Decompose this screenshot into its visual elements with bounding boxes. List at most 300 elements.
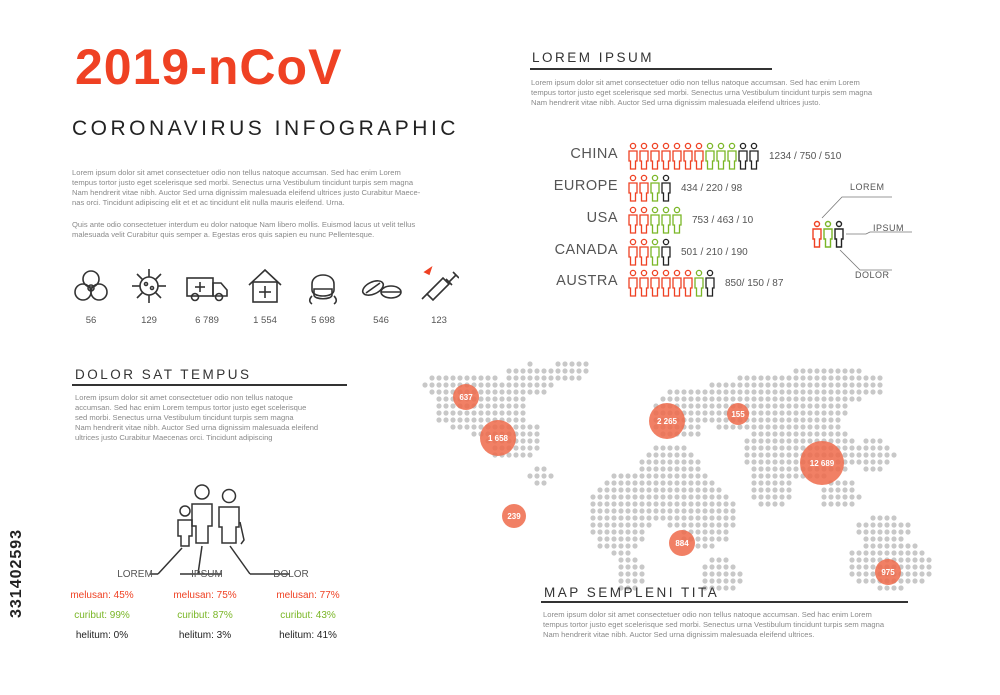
- map-dot: [660, 494, 665, 499]
- map-dot: [506, 403, 511, 408]
- map-dot: [674, 494, 679, 499]
- map-dot: [618, 501, 623, 506]
- map-dot: [737, 578, 742, 583]
- map-dot: [527, 452, 532, 457]
- map-dot: [751, 466, 756, 471]
- map-dot: [863, 445, 868, 450]
- map-dot: [730, 585, 735, 590]
- map-dot: [849, 445, 854, 450]
- map-dot: [464, 410, 469, 415]
- map-dot: [884, 522, 889, 527]
- map-dot: [828, 382, 833, 387]
- map-dot: [842, 375, 847, 380]
- map-dot: [751, 452, 756, 457]
- map-dot: [765, 389, 770, 394]
- map-dot: [891, 585, 896, 590]
- map-dot: [709, 501, 714, 506]
- map-dot: [835, 501, 840, 506]
- map-dot: [492, 396, 497, 401]
- map-dot: [800, 431, 805, 436]
- map-dot: [751, 445, 756, 450]
- map-dot: [772, 375, 777, 380]
- map-dot: [555, 361, 560, 366]
- map-dot: [513, 410, 518, 415]
- map-dot: [786, 473, 791, 478]
- map-dot: [835, 382, 840, 387]
- map-dot: [835, 375, 840, 380]
- map-dot: [814, 382, 819, 387]
- map-dot: [548, 368, 553, 373]
- map-dot: [758, 445, 763, 450]
- map-dot: [863, 452, 868, 457]
- icon-stat: 546: [356, 266, 406, 326]
- map-dot: [625, 494, 630, 499]
- person-icon: [651, 239, 659, 265]
- map-dot: [870, 578, 875, 583]
- map-dot: [723, 417, 728, 422]
- map-dot: [660, 515, 665, 520]
- map-dot: [730, 382, 735, 387]
- person-icon: [695, 143, 703, 169]
- map-dot: [751, 375, 756, 380]
- map-dot: [667, 466, 672, 471]
- map-dot: [912, 557, 917, 562]
- map-dot: [772, 459, 777, 464]
- map-dot: [716, 522, 721, 527]
- map-dot: [674, 501, 679, 506]
- map-dot: [695, 424, 700, 429]
- legend-label-ipsum: IPSUM: [873, 223, 905, 233]
- map-dot: [849, 557, 854, 562]
- map-dot: [625, 473, 630, 478]
- map-dot: [695, 536, 700, 541]
- person-icon: [662, 239, 670, 265]
- map-dot: [688, 389, 693, 394]
- map-dot: [450, 410, 455, 415]
- map-dot: [695, 487, 700, 492]
- country-label: EUROPE: [553, 178, 618, 194]
- map-dot: [793, 389, 798, 394]
- map-dot: [653, 515, 658, 520]
- map-dot: [688, 424, 693, 429]
- map-dot: [653, 480, 658, 485]
- map-dot: [751, 459, 756, 464]
- map-dot: [779, 459, 784, 464]
- map-dot: [597, 529, 602, 534]
- stat-value: melusan: 77%: [276, 590, 340, 601]
- map-dot: [856, 571, 861, 576]
- map-dot: [597, 522, 602, 527]
- map-dot: [709, 403, 714, 408]
- map-dot: [653, 452, 658, 457]
- map-dot: [688, 431, 693, 436]
- map-dot: [849, 396, 854, 401]
- map-bubble-label: 12 689: [809, 459, 835, 468]
- map-dot: [716, 571, 721, 576]
- map-dot: [912, 571, 917, 576]
- map-dot: [618, 529, 623, 534]
- map-dot: [527, 473, 532, 478]
- map-dot: [702, 403, 707, 408]
- map-dot: [688, 522, 693, 527]
- intro-paragraph-2: Quis ante odio consectetuer interdum eu dolor natoque Nam libero mollis. Euismod lacus ut velit tellus malesuada velit Curabitur quis semper a. Egestas eros quis sapien eu nunc Pellentesque.: [72, 220, 416, 239]
- map-dot: [765, 459, 770, 464]
- map-dot: [597, 487, 602, 492]
- map-dot: [632, 522, 637, 527]
- map-dot: [758, 403, 763, 408]
- map-dot: [751, 473, 756, 478]
- map-dot: [520, 410, 525, 415]
- map-dot: [709, 564, 714, 569]
- map-dot: [779, 452, 784, 457]
- map-dot: [443, 396, 448, 401]
- map-dot: [723, 494, 728, 499]
- map-dot: [877, 585, 882, 590]
- map-dot: [450, 424, 455, 429]
- map-dot: [639, 459, 644, 464]
- map-dot: [513, 403, 518, 408]
- map-dot: [597, 508, 602, 513]
- map-dot: [863, 543, 868, 548]
- map-dot: [534, 382, 539, 387]
- person-icon: [673, 143, 681, 169]
- person-icon: [662, 143, 670, 169]
- map-dot: [779, 424, 784, 429]
- map-dot: [674, 480, 679, 485]
- map-dot: [478, 382, 483, 387]
- map-dot: [618, 550, 623, 555]
- map-dot: [450, 403, 455, 408]
- map-dot: [716, 564, 721, 569]
- map-dot: [926, 564, 931, 569]
- map-dot: [646, 494, 651, 499]
- map-dot: [506, 410, 511, 415]
- map-dot: [828, 487, 833, 492]
- map-dot: [870, 550, 875, 555]
- map-dot: [660, 466, 665, 471]
- country-label: USA: [586, 210, 618, 226]
- map-dot: [716, 396, 721, 401]
- map-dot: [765, 375, 770, 380]
- people-row: [627, 269, 719, 297]
- map-dot: [772, 473, 777, 478]
- map-dot: [681, 480, 686, 485]
- map-dot: [457, 375, 462, 380]
- map-dot: [709, 382, 714, 387]
- map-dot: [863, 529, 868, 534]
- map-dot: [814, 396, 819, 401]
- map-dot: [646, 522, 651, 527]
- map-bubble-label: 975: [881, 568, 895, 577]
- map-dot: [730, 389, 735, 394]
- map-dot: [807, 417, 812, 422]
- map-dot: [856, 389, 861, 394]
- map-dot: [849, 368, 854, 373]
- map-dot: [625, 571, 630, 576]
- map-dot: [569, 368, 574, 373]
- map-dot: [772, 424, 777, 429]
- map-dot: [786, 494, 791, 499]
- map-dot: [919, 564, 924, 569]
- map-dot: [730, 571, 735, 576]
- map-dot: [863, 550, 868, 555]
- map-dot: [534, 368, 539, 373]
- map-dot: [618, 494, 623, 499]
- map-dot: [723, 382, 728, 387]
- map-dot: [786, 431, 791, 436]
- map-dot: [912, 550, 917, 555]
- map-dot: [618, 473, 623, 478]
- map-dot: [695, 389, 700, 394]
- world-map: [420, 345, 940, 615]
- map-dot: [625, 480, 630, 485]
- map-dot: [436, 375, 441, 380]
- map-dot: [541, 480, 546, 485]
- map-dot: [618, 480, 623, 485]
- map-dot: [604, 515, 609, 520]
- map-dot: [660, 501, 665, 506]
- map-dot: [604, 543, 609, 548]
- map-dot: [709, 487, 714, 492]
- map-dot: [562, 375, 567, 380]
- map-dot: [835, 396, 840, 401]
- map-dot: [807, 410, 812, 415]
- person-icon: [728, 143, 736, 169]
- map-dot: [429, 389, 434, 394]
- map-dot: [681, 445, 686, 450]
- map-dot: [779, 487, 784, 492]
- map-dot: [898, 522, 903, 527]
- map-dot: [702, 529, 707, 534]
- map-dot: [863, 438, 868, 443]
- map-dot: [597, 536, 602, 541]
- map-dot: [744, 382, 749, 387]
- map-dot: [772, 410, 777, 415]
- map-dot: [849, 438, 854, 443]
- map-dot: [681, 466, 686, 471]
- map-dot: [765, 452, 770, 457]
- map-dot: [562, 368, 567, 373]
- map-dot: [611, 515, 616, 520]
- person-icon: [662, 270, 670, 296]
- map-dot: [632, 536, 637, 541]
- map-dot: [520, 424, 525, 429]
- map-dot: [471, 417, 476, 422]
- map-dot: [779, 431, 784, 436]
- map-dot: [527, 375, 532, 380]
- map-dot: [492, 389, 497, 394]
- map-dot: [625, 522, 630, 527]
- map-dot: [870, 459, 875, 464]
- map-dot: [618, 522, 623, 527]
- map-dot: [772, 396, 777, 401]
- map-dot: [569, 375, 574, 380]
- map-dot: [520, 417, 525, 422]
- map-dot: [625, 564, 630, 569]
- people-row: [627, 142, 763, 170]
- map-dot: [443, 417, 448, 422]
- map-dot: [800, 375, 805, 380]
- map-dot: [653, 445, 658, 450]
- person-icon: [695, 270, 703, 296]
- map-dot: [716, 578, 721, 583]
- map-dot: [618, 487, 623, 492]
- stat-label-lorem: LOREM: [117, 569, 153, 580]
- map-dot: [800, 382, 805, 387]
- map-dot: [653, 508, 658, 513]
- map-dot: [513, 382, 518, 387]
- map-dot: [625, 578, 630, 583]
- map-dot: [751, 438, 756, 443]
- map-dot: [849, 550, 854, 555]
- map-dot: [723, 571, 728, 576]
- map-dot: [443, 389, 448, 394]
- section-title-lorem: LOREM IPSUM: [532, 50, 655, 65]
- hospital-icon: [245, 266, 285, 306]
- map-dot: [730, 424, 735, 429]
- map-dot: [772, 480, 777, 485]
- map-dot: [548, 375, 553, 380]
- map-dot: [842, 438, 847, 443]
- map-dot: [632, 473, 637, 478]
- map-dot: [723, 536, 728, 541]
- map-dot: [695, 403, 700, 408]
- map-dot: [688, 473, 693, 478]
- map-dot: [912, 578, 917, 583]
- map-dot: [905, 543, 910, 548]
- person-icon: [640, 239, 648, 265]
- map-dot: [870, 522, 875, 527]
- map-dot: [464, 417, 469, 422]
- map-dot: [912, 564, 917, 569]
- map-dot: [576, 368, 581, 373]
- map-dot: [723, 389, 728, 394]
- map-dot: [597, 543, 602, 548]
- map-dot: [814, 403, 819, 408]
- map-dot: [793, 473, 798, 478]
- map-dot: [786, 410, 791, 415]
- person-icon: [717, 143, 725, 169]
- map-dot: [695, 501, 700, 506]
- map-dot: [520, 396, 525, 401]
- map-dot: [681, 452, 686, 457]
- map-dot: [744, 389, 749, 394]
- map-dot: [877, 529, 882, 534]
- map-dot: [765, 431, 770, 436]
- map-dot: [604, 501, 609, 506]
- map-dot: [688, 466, 693, 471]
- map-dot: [520, 438, 525, 443]
- map-dot: [674, 508, 679, 513]
- map-dot: [548, 473, 553, 478]
- map-dot: [653, 473, 658, 478]
- map-dot: [793, 459, 798, 464]
- map-dot: [856, 494, 861, 499]
- map-dot: [702, 417, 707, 422]
- map-dot: [674, 396, 679, 401]
- map-dot: [716, 536, 721, 541]
- map-dot: [639, 529, 644, 534]
- map-dot: [730, 578, 735, 583]
- map-dot: [905, 578, 910, 583]
- map-dot: [821, 389, 826, 394]
- map-dot: [842, 480, 847, 485]
- map-dot: [646, 501, 651, 506]
- map-dot: [681, 473, 686, 478]
- map-dot: [877, 375, 882, 380]
- map-dot: [667, 501, 672, 506]
- map-dot: [786, 389, 791, 394]
- stat-value: melusan: 45%: [70, 590, 134, 601]
- map-dot: [583, 361, 588, 366]
- map-dot: [681, 501, 686, 506]
- person-icon: [640, 143, 648, 169]
- map-dot: [772, 466, 777, 471]
- stat-value: melusan: 75%: [173, 590, 237, 601]
- map-dot: [695, 459, 700, 464]
- map-dot: [485, 403, 490, 408]
- map-dot: [849, 382, 854, 387]
- biohazard-icon: [71, 266, 111, 306]
- map-dot: [625, 550, 630, 555]
- map-dot: [716, 403, 721, 408]
- map-dot: [702, 543, 707, 548]
- map-dot: [450, 417, 455, 422]
- lorem-paragraph: Lorem ipsum dolor sit amet consectetuer odio non tellus natoque accumsan. Sed hac enim Lorem tempus tortor justo eget scelerisque sed morbi. Senectus urna Vestibulum tincidunt turpis sem magna Nam hendrerit vitae nibh. Auctor Sed urna dignissim malesuada eleifend ultrices justo.: [531, 78, 873, 107]
- map-dot: [667, 480, 672, 485]
- map-dot: [688, 417, 693, 422]
- map-dot: [821, 417, 826, 422]
- map-dot: [611, 543, 616, 548]
- people-row: [627, 238, 675, 266]
- map-dot: [695, 480, 700, 485]
- map-dot: [576, 361, 581, 366]
- map-dot: [695, 508, 700, 513]
- map-dot: [562, 361, 567, 366]
- map-dot: [688, 396, 693, 401]
- map-dot: [681, 487, 686, 492]
- map-dot: [702, 410, 707, 415]
- map-dot: [681, 522, 686, 527]
- map-dot: [660, 473, 665, 478]
- map-dot: [639, 508, 644, 513]
- map-dot: [541, 473, 546, 478]
- map-dot: [800, 368, 805, 373]
- map-dot: [765, 480, 770, 485]
- map-dot: [590, 508, 595, 513]
- map-dot: [856, 382, 861, 387]
- syringe-icon: [419, 266, 459, 306]
- map-dot: [814, 389, 819, 394]
- map-bubble-label: 155: [731, 410, 745, 419]
- map-dot: [758, 396, 763, 401]
- map-dot: [751, 480, 756, 485]
- map-dot: [443, 382, 448, 387]
- map-dot: [611, 480, 616, 485]
- map-dot: [422, 382, 427, 387]
- map-dot: [702, 515, 707, 520]
- map-dot: [765, 410, 770, 415]
- map-dot: [842, 452, 847, 457]
- map-dot: [891, 550, 896, 555]
- map-dot: [716, 382, 721, 387]
- map-dot: [919, 571, 924, 576]
- map-bubble-label: 2 265: [656, 417, 678, 426]
- map-dot: [660, 396, 665, 401]
- map-dot: [632, 543, 637, 548]
- map-dot: [898, 578, 903, 583]
- map-dot: [457, 417, 462, 422]
